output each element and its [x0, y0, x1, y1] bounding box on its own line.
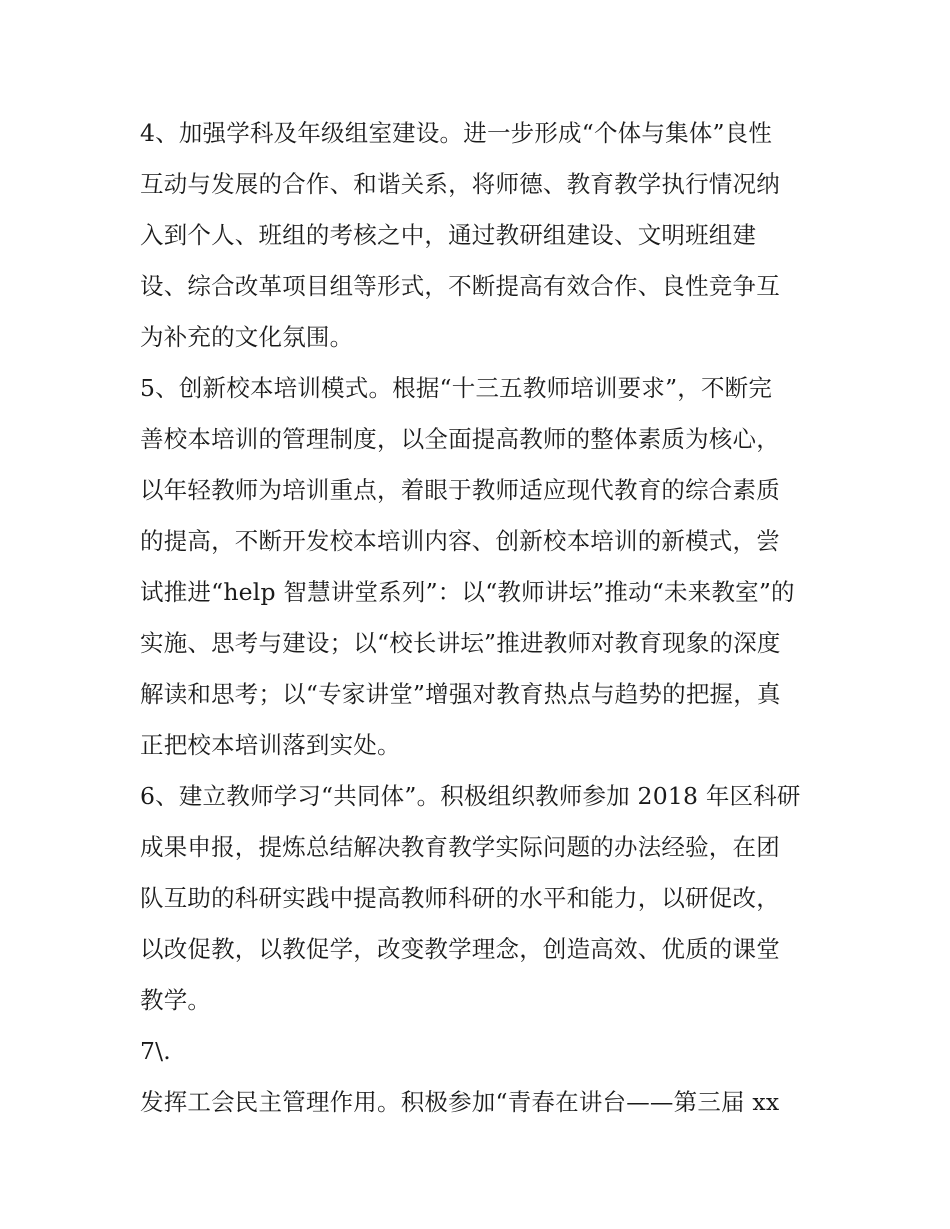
text-line: 互动与发展的合作、和谐关系，将师德、教育教学执行情况纳 — [140, 170, 780, 198]
text-line: 试推进“help 智慧讲堂系列”：以“教师讲坛”推动“未来教室”的 — [140, 578, 795, 606]
text-line: 实施、思考与建设；以“校长讲坛”推进教师对教育现象的深度 — [140, 629, 781, 657]
text-line: 以年轻教师为培训重点，着眼于教师适应现代教育的综合素质 — [140, 476, 780, 504]
text-line: 入到个人、班组的考核之中，通过教研组建设、文明班组建 — [140, 221, 757, 249]
text-line: 6、建立教师学习“共同体”。积极组织教师参加 2018 年区科研 — [140, 782, 801, 810]
paragraph-item-6 — [140, 771, 820, 1026]
text-line: 善校本培训的管理制度，以全面提高教师的整体素质为核心， — [140, 425, 780, 453]
text-line: 成果申报，提炼总结解决教育教学实际问题的办法经验，在团 — [140, 833, 780, 861]
text-line: 发挥工会民主管理作用。积极参加“青春在讲台——第三届 xx — [140, 1088, 780, 1116]
text-line: 7\. — [140, 1037, 171, 1065]
text-line: 4、加强学科及年级组室建设。进一步形成“个体与集体”良性 — [140, 119, 773, 147]
document-page — [140, 108, 820, 1128]
text-line: 以改促教，以教促学，改变教学理念，创造高效、优质的课堂 — [140, 935, 780, 963]
text-line: 教学。 — [140, 986, 212, 1014]
text-line: 的提高，不断开发校本培训内容、创新校本培训的新模式，尝 — [140, 527, 780, 555]
text-line: 队互助的科研实践中提高教师科研的水平和能力，以研促改， — [140, 884, 780, 912]
paragraph-item-7-heading — [140, 1026, 820, 1077]
text-line: 正把校本培训落到实处。 — [140, 731, 401, 759]
paragraph-item-7 — [140, 1077, 820, 1128]
text-line: 设、综合改革项目组等形式，不断提高有效合作、良性竞争互 — [140, 272, 780, 300]
text-line: 为补充的文化氛围。 — [140, 323, 354, 351]
text-line: 解读和思考；以“专家讲堂”增强对教育热点与趋势的把握，真 — [140, 680, 781, 708]
paragraph-item-5 — [140, 363, 820, 771]
text-line: 5、创新校本培训模式。根据“十三五教师培训要求”，不断完 — [140, 374, 773, 402]
paragraph-item-4 — [140, 108, 820, 363]
